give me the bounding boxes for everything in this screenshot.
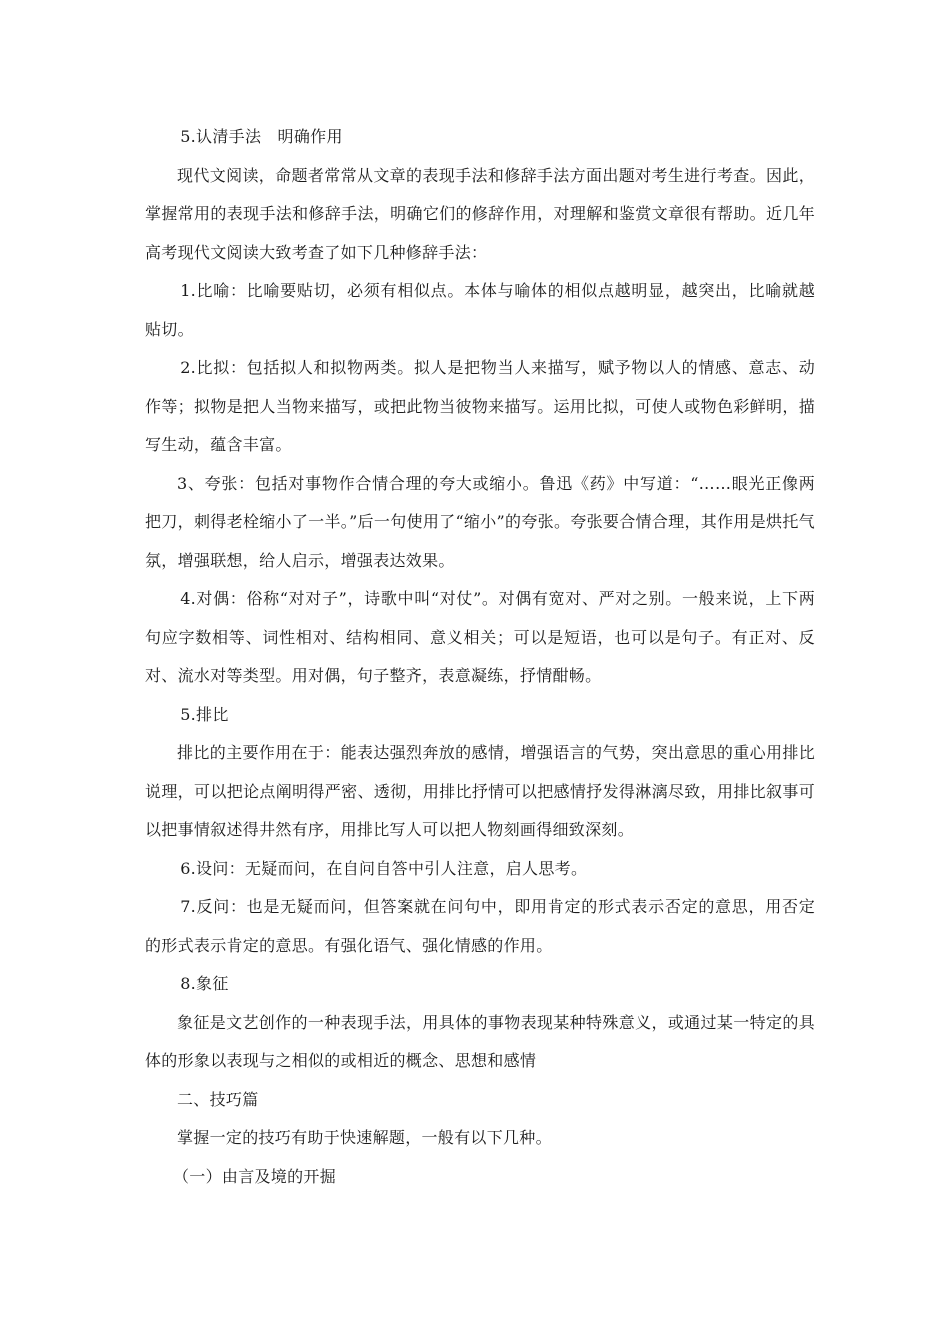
item-symbolism-heading: 8.象征 xyxy=(180,974,229,993)
item-metaphor: 1.比喻：比喻要贴切，必须有相似点。本体与喻体的相似点越明显，越突出，比喻就越贴切。 xyxy=(145,281,815,339)
item-rhetorical-question: 6.设问：无疑而问，在自问自答中引人注意，启人思考。 xyxy=(180,858,588,878)
subsection-heading-one: （一）由言及境的开掘 xyxy=(173,1166,337,1186)
section-heading-skills: 二、技巧篇 xyxy=(177,1089,259,1109)
symbolism-paragraph: 象征是文艺创作的一种表现手法，用具体的事物表现某种特殊意义，或通过某一特定的具体的形象以表现与之相似的或相近的概念、思想和感情 xyxy=(145,1012,815,1070)
parallelism-paragraph: 排比的主要作用在于：能表达强烈奔放的感情，增强语言的气势，突出意思的重心用排比说理，可以把论点阐明得严密、透彻，用排比抒情可以把感情抒发得淋漓尽致，用排比叙事可以把事情叙述得井然有序，用排比写人可以把人物刻画得细致深刻。 xyxy=(145,743,815,839)
item-reverse-question: 7.反问：也是无疑而问，但答案就在问句中，即用肯定的形式表示否定的意思，用否定的形式表示肯定的意思。有强化语气、强化情感的作用。 xyxy=(145,897,815,955)
item-personification: 2.比拟：包括拟人和拟物两类。拟人是把物当人来描写，赋予物以人的情感、意志、动作等；拟物是把人当物来描写，或把此物当彼物来描写。运用比拟，可使人或物色彩鲜明，描写生动，蕴含丰富。 xyxy=(145,358,815,454)
item-antithesis: 4.对偶：俗称“对对子”，诗歌中叫“对仗”。对偶有宽对、严对之别。一般来说，上下两句应字数相等、词性相对、结构相同、意义相关；可以是短语，也可以是句子。有正对、反对、流水对等类型。用对偶，句子整齐，表意凝练，抒情酣畅。 xyxy=(145,589,815,685)
intro-paragraph: 现代文阅读，命题者常常从文章的表现手法和修辞手法方面出题对考生进行考查。因此，掌握常用的表现手法和修辞手法，明确它们的修辞作用，对理解和鉴赏文章很有帮助。近几年高考现代文阅读大致考查了如下几种修辞手法： xyxy=(145,165,815,262)
item-parallelism-heading: 5.排比 xyxy=(180,704,229,724)
section-heading-techniques: 5.认清手法 明确作用 xyxy=(180,127,343,146)
document-body xyxy=(145,118,815,1196)
item-hyperbole: 3、夸张：包括对事物作合情合理的夸大或缩小。鲁迅《药》中写道：“……眼光正像两把刀，刺得老栓缩小了一半。”后一句使用了“缩小”的夸张。夸张要合情合理，其作用是烘托气氛，增强联想，给人启示，增强表达效果。 xyxy=(145,473,815,570)
skills-intro-paragraph: 掌握一定的技巧有助于快速解题，一般有以下几种。 xyxy=(177,1128,552,1147)
